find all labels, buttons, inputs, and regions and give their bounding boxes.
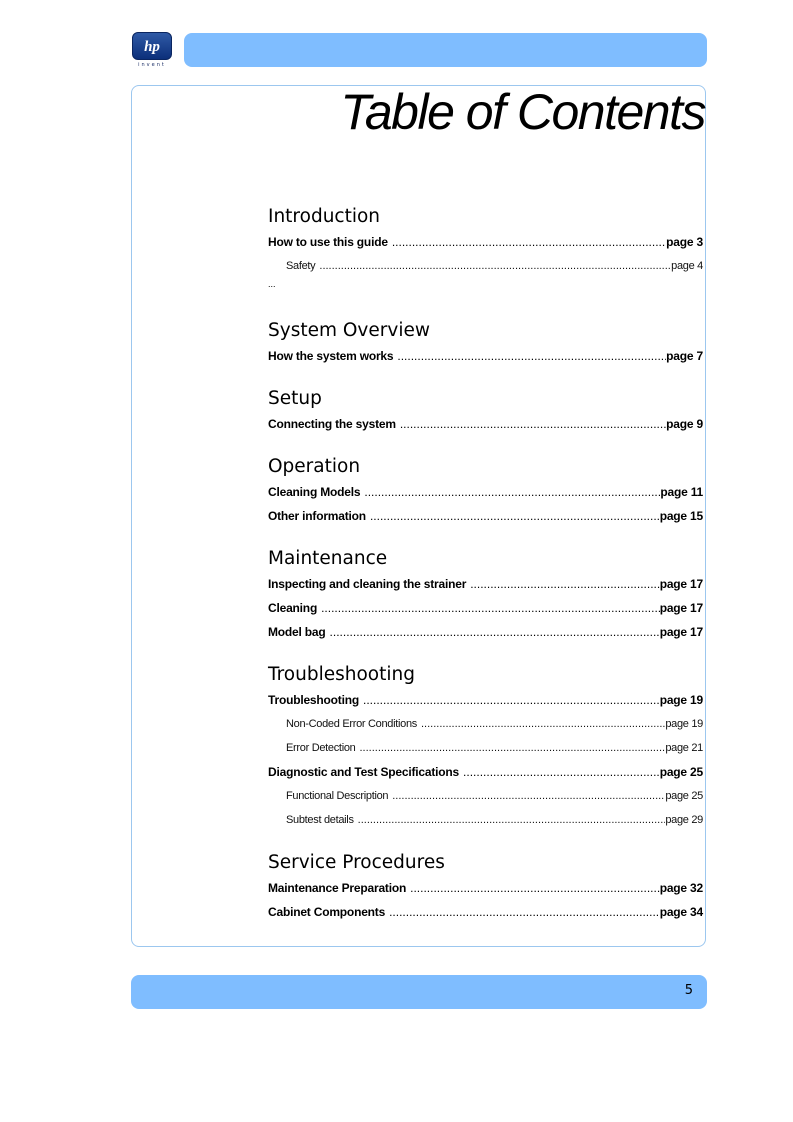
toc-entry-page: page 9 <box>666 417 703 431</box>
toc-entry[interactable] <box>268 736 703 760</box>
toc-entry-page: page 15 <box>659 509 703 523</box>
section-gap <box>268 300 703 318</box>
dot-leader <box>354 808 666 832</box>
toc-section <box>268 662 703 832</box>
dot-leader <box>366 504 660 528</box>
toc-entry-label: Connecting the system <box>268 417 396 431</box>
toc-entry-page: page 29 <box>665 814 703 826</box>
section-heading: Introduction <box>268 206 381 227</box>
toc-entry-label: How to use this guide <box>268 235 388 249</box>
toc-entry[interactable] <box>268 784 703 808</box>
toc-entry-page: page 11 <box>660 485 703 499</box>
dot-leader <box>315 254 671 278</box>
dot-leader <box>388 230 666 254</box>
toc-entry-label: Cleaning <box>268 601 318 615</box>
toc-section <box>268 204 703 300</box>
toc-entry-label: Maintenance Preparation <box>268 881 407 895</box>
toc-section <box>268 318 703 368</box>
toc-entry[interactable] <box>268 344 703 368</box>
toc-entry-page: page 21 <box>665 742 703 754</box>
section-heading: Service Procedures <box>268 852 445 873</box>
page-title: Table of Contents <box>340 84 705 140</box>
section-heading: Operation <box>268 456 361 477</box>
toc-entry-label: Inspecting and cleaning the strainer <box>268 577 467 591</box>
toc-entry-page: page 4 <box>671 260 703 272</box>
dot-leader <box>459 760 660 784</box>
section-heading: Troubleshooting <box>268 664 415 685</box>
logo-text: hp <box>144 39 160 55</box>
toc-entry-label: Troubleshooting <box>268 693 359 707</box>
toc-entry[interactable] <box>268 688 703 712</box>
toc-entry-label: Cleaning Models <box>268 485 361 499</box>
toc-entry[interactable] <box>268 480 703 504</box>
toc-section <box>268 454 703 528</box>
toc-entry-label: Functional Description <box>286 790 389 802</box>
trailing-ellipsis: ... <box>268 279 276 289</box>
section-gap <box>268 528 703 546</box>
dot-leader <box>317 596 660 620</box>
dot-leader <box>359 688 660 712</box>
section-heading: System Overview <box>268 320 430 341</box>
hp-logo <box>130 32 174 72</box>
section-gap <box>268 368 703 386</box>
dot-leader <box>385 900 660 924</box>
toc-entry-page: page 7 <box>666 349 703 363</box>
page-number: 5 <box>684 983 693 998</box>
toc-entry-page: page 17 <box>659 601 703 615</box>
toc-entry-label: Cabinet Components <box>268 905 386 919</box>
toc-entry-label: How the system works <box>268 349 394 363</box>
toc-entry[interactable] <box>268 572 703 596</box>
section-gap <box>268 436 703 454</box>
toc-section <box>268 546 703 644</box>
dot-leader <box>355 736 665 760</box>
footer-bar <box>131 975 707 1009</box>
toc-entry-label: Subtest details <box>286 814 354 826</box>
dot-leader <box>406 876 660 900</box>
toc-section <box>268 386 703 436</box>
dot-leader <box>360 480 660 504</box>
section-gap <box>268 644 703 662</box>
toc-entry-page: page 17 <box>659 577 703 591</box>
toc-entry[interactable] <box>268 254 703 278</box>
toc-entry[interactable] <box>268 808 703 832</box>
toc-entry-page: page 34 <box>659 905 703 919</box>
toc-entry[interactable] <box>268 900 703 924</box>
toc-entry[interactable] <box>268 412 703 436</box>
toc-entry-label: Safety <box>286 260 316 272</box>
toc-entry-page: page 17 <box>659 625 703 639</box>
toc-section <box>268 850 703 924</box>
toc-entry-label: Other information <box>268 509 366 523</box>
toc-entry-page: page 3 <box>666 235 703 249</box>
logo-tagline: invent <box>138 62 166 68</box>
section-heading: Maintenance <box>268 548 388 569</box>
toc-entry-page: page 25 <box>659 765 703 779</box>
toc-entry-label: Model bag <box>268 625 326 639</box>
table-of-contents <box>268 204 703 924</box>
toc-entry[interactable] <box>268 230 703 254</box>
dot-leader <box>417 712 665 736</box>
dot-leader <box>466 572 660 596</box>
section-heading: Setup <box>268 388 322 409</box>
toc-entry-label: Non-Coded Error Conditions <box>286 718 417 730</box>
toc-entry-label: Error Detection <box>286 742 356 754</box>
dot-leader <box>388 784 665 808</box>
toc-entry[interactable] <box>268 596 703 620</box>
dot-leader <box>393 344 666 368</box>
toc-entry-label: Diagnostic and Test Specifications <box>268 765 460 779</box>
dot-leader <box>326 620 660 644</box>
toc-entry[interactable] <box>268 620 703 644</box>
toc-entry[interactable] <box>268 876 703 900</box>
toc-entry[interactable] <box>268 760 703 784</box>
toc-entry-page: page 32 <box>659 881 703 895</box>
toc-entry[interactable] <box>268 504 703 528</box>
toc-entry-page: page 25 <box>665 790 703 802</box>
toc-entry[interactable] <box>268 712 703 736</box>
dot-leader <box>396 412 666 436</box>
section-gap <box>268 832 703 850</box>
hp-logo-badge <box>132 32 172 60</box>
toc-entry-page: page 19 <box>659 693 703 707</box>
header-bar <box>184 33 707 67</box>
toc-entry-page: page 19 <box>665 718 703 730</box>
